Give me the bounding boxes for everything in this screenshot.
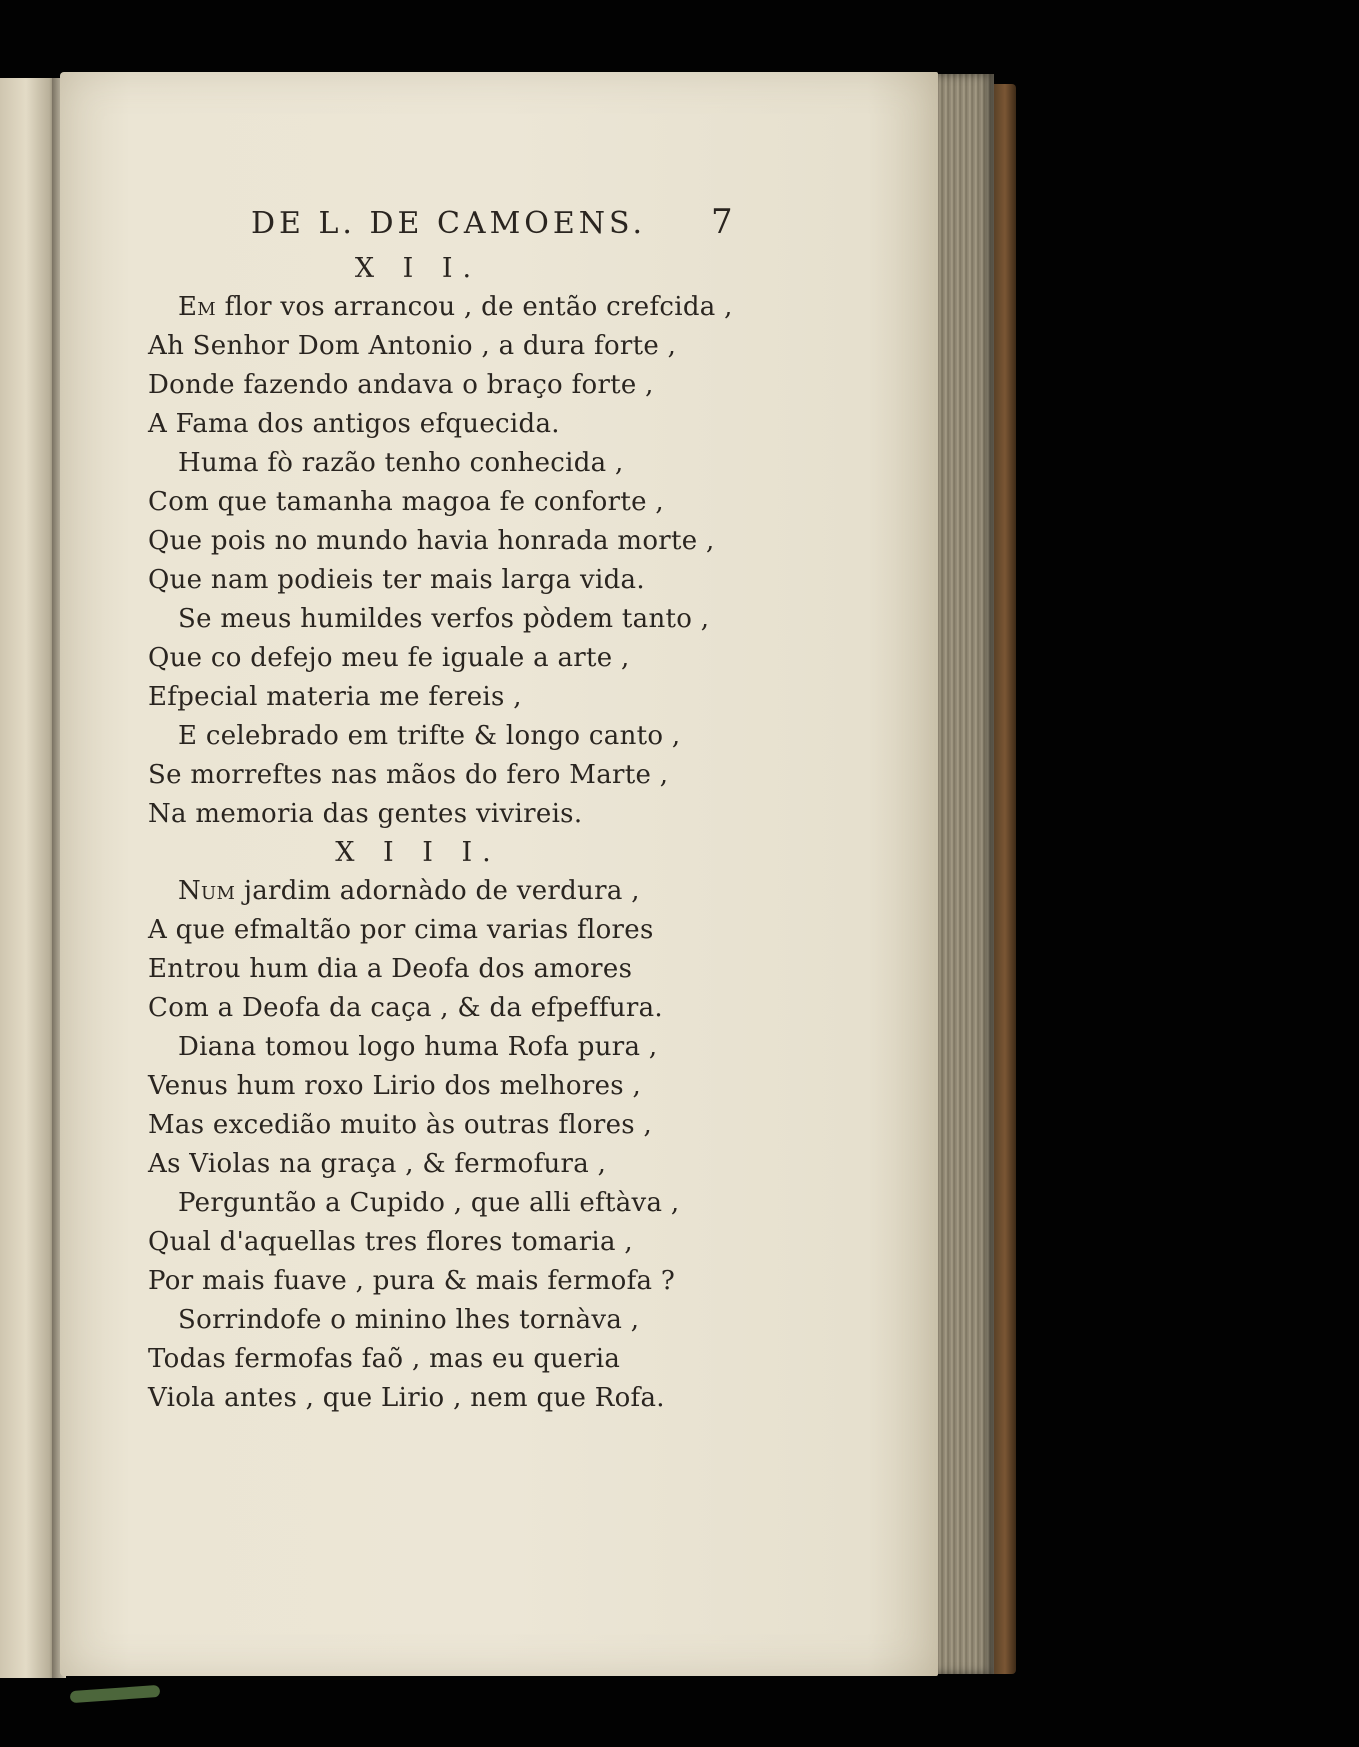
verse-line: Com que tamanha magoa fe conforte , [148, 487, 664, 517]
verse-line: Donde fazendo andava o braço forte , [148, 370, 654, 400]
sonnet-xii-numeral: X I I. [354, 253, 482, 284]
verse-text: jardim adornàdo de verdura , [235, 876, 640, 906]
verse-line: Que nam podieis ter mais larga vida. [148, 565, 645, 595]
verse-line: Efpecial materia me fereis , [148, 682, 522, 712]
page-text [148, 200, 768, 1418]
bookmark-thread [70, 1685, 161, 1703]
verse-line: Diana tomou logo huma Rofa pura , [178, 1032, 658, 1062]
running-title: DE L. DE CAMOENS. [251, 206, 647, 241]
sonnet-xiii [148, 872, 768, 1418]
verse-line: Mas excedião muito às outras flores , [148, 1110, 653, 1140]
verse-line: Sorrindofe o minino lhes tornàva , [178, 1305, 640, 1335]
verse-text: flor vos arrancou , de então crefcida , [216, 292, 733, 322]
page-block-edges [938, 74, 994, 1674]
verse-line: Que co defejo meu fe iguale a arte , [148, 643, 630, 673]
verse-lead: Em [178, 292, 217, 322]
verse-line: Qual d'aquellas tres flores tomaria , [148, 1227, 633, 1257]
verse-line [148, 288, 768, 327]
verse-line: Que pois no mundo havia honrada morte , [148, 526, 715, 556]
verse-line: Ah Senhor Dom Antonio , a dura forte , [148, 331, 677, 361]
page-header [148, 200, 768, 250]
leather-cover-edge [994, 84, 1016, 1674]
verse-line: Huma fò razão tenho conhecida , [178, 448, 624, 478]
verse-line: Com a Deofa da caça , & da efpeffura. [148, 993, 663, 1023]
verse-lead: Num [178, 876, 236, 906]
verse-line: Viola antes , que Lirio , nem que Rofa. [148, 1383, 665, 1413]
verse-line: Perguntão a Cupido , que alli eftàva , [178, 1188, 680, 1218]
verse-line: Na memoria das gentes vivireis. [148, 799, 583, 829]
verse-line: A Fama dos antigos efquecida. [148, 409, 560, 439]
verse-line: E celebrado em trifte & longo canto , [178, 721, 681, 751]
verse-line [148, 872, 768, 911]
verse-line: Todas fermofas faõ , mas eu queria [148, 1344, 621, 1374]
verse-line: Entrou hum dia a Deofa dos amores [148, 954, 633, 984]
sonnet-xiii-numeral: X I I I. [335, 837, 501, 868]
verse-line: A que efmaltão por cima varias flores [148, 915, 654, 945]
verse-line: Se meus humildes verfos pòdem tanto , [178, 604, 710, 634]
verse-line: Venus hum roxo Lirio dos melhores , [148, 1071, 642, 1101]
verse-line: As Violas na graça , & fermofura , [148, 1149, 607, 1179]
page-number: 7 [711, 202, 736, 242]
left-page-edge [0, 78, 58, 1678]
verse-line: Por mais fuave , pura & mais fermofa ? [148, 1266, 676, 1296]
sonnet-xii [148, 288, 768, 834]
verse-line: Se morreftes nas mãos do fero Marte , [148, 760, 669, 790]
